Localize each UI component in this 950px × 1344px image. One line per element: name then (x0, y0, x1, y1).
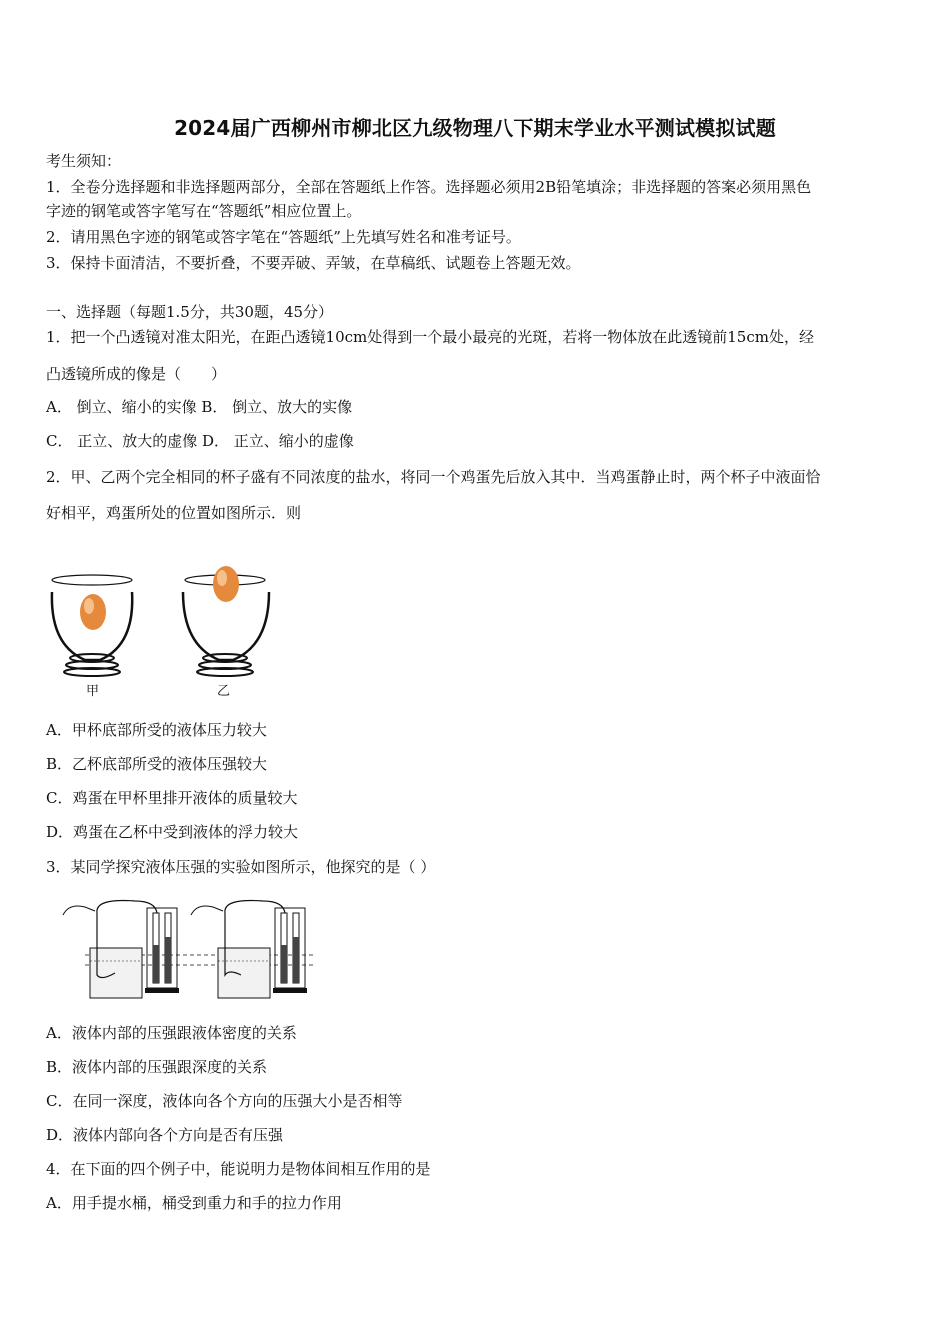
q3-option-c: C．在同一深度，液体向各个方向的压强大小是否相等 (46, 1092, 403, 1110)
notice-heading: 考生须知： (46, 152, 122, 170)
cup-jia (52, 575, 132, 676)
notice-item-1-line-1: 1．全卷分选择题和非选择题两部分，全部在答题纸上作答。选择题必须用2B铅笔填涂；非选择题的答案必须用黑色 (46, 178, 812, 196)
q1-stem-line-2: 凸透镜所成的像是（ ） (46, 365, 227, 383)
q1-options-line-1: A． 倒立、缩小的实像 B． 倒立、放大的实像 (46, 398, 353, 416)
egg-in-cup-figure (40, 550, 290, 700)
q4-stem: 4．在下面的四个例子中，能说明力是物体间相互作用的是 (46, 1160, 431, 1178)
page-title: 2024届广西柳州市柳北区九级物理八下期末学业水平测试模拟试题 (174, 116, 776, 140)
notice-item-3: 3．保持卡面清洁，不要折叠，不要弄破、弄皱，在草稿纸、试题卷上答题无效。 (46, 254, 581, 272)
section-heading: 一、选择题（每题1.5分，共30题，45分） (46, 303, 334, 321)
q3-stem: 3．某同学探究液体压强的实验如图所示，他探究的是（ ） (46, 858, 436, 876)
q2-stem-line-1: 2．甲、乙两个完全相同的杯子盛有不同浓度的盐水，将同一个鸡蛋先后放入其中．当鸡蛋静止时，两个杯子中液面恰 (46, 468, 821, 486)
setup-2 (191, 901, 307, 999)
cup-yi (183, 566, 269, 676)
q3-option-a: A．液体内部的压强跟液体密度的关系 (46, 1024, 297, 1042)
setup-1 (63, 901, 179, 999)
q3-option-d: D．液体内部向各个方向是否有压强 (46, 1126, 284, 1144)
q2-option-d: D．鸡蛋在乙杯中受到液体的浮力较大 (46, 823, 299, 841)
q3-option-b: B．液体内部的压强跟深度的关系 (46, 1058, 268, 1076)
q1-stem-line-1: 1．把一个凸透镜对准太阳光，在距凸透镜10cm处得到一个最小最亮的光斑，若将一物体放在此透镜前15cm处，经 (46, 328, 814, 346)
q2-option-b: B．乙杯底部所受的液体压强较大 (46, 755, 268, 773)
egg-yi (213, 566, 239, 602)
figure-label-yi: 乙 (217, 684, 231, 699)
egg-jia (80, 594, 106, 630)
notice-item-2: 2．请用黑色字迹的钢笔或答字笔在“答题纸”上先填写姓名和准考证号。 (46, 228, 521, 246)
notice-item-1-line-2: 字迹的钢笔或答字笔写在“答题纸”相应位置上。 (46, 202, 362, 220)
q1-options-line-2: C． 正立、放大的虚像 D． 正立、缩小的虚像 (46, 432, 354, 450)
q4-option-a: A．用手提水桶，桶受到重力和手的拉力作用 (46, 1194, 342, 1212)
q2-option-c: C．鸡蛋在甲杯里排开液体的质量较大 (46, 789, 298, 807)
q2-stem-line-2: 好相平，鸡蛋所处的位置如图所示．则 (46, 504, 302, 522)
q2-option-a: A．甲杯底部所受的液体压力较大 (46, 721, 267, 739)
pressure-gauge-figure (55, 893, 325, 1003)
figure-label-jia: 甲 (86, 684, 100, 699)
